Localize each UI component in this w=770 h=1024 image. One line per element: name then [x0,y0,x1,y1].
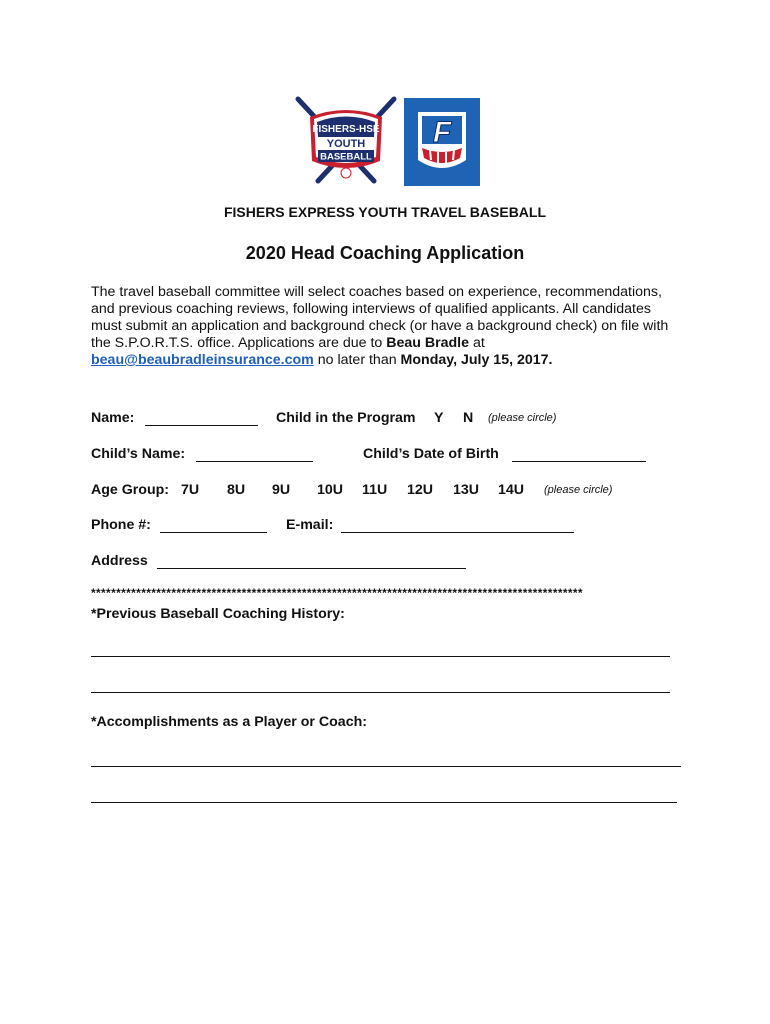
accomplishments-label: *Accomplishments as a Player or Coach: [91,714,367,730]
age-please-circle-note: (please circle) [544,484,613,496]
name-label: Name: [91,410,135,426]
logo-word-3: BASEBALL [320,151,372,163]
deadline-date: Monday, July 15, 2017. [400,352,553,368]
address-field[interactable] [157,568,466,569]
logo-word-2: YOUTH [326,138,366,150]
logo-word-1: FISHERS-HSE [312,124,380,135]
coaching-history-label: *Previous Baseball Coaching History: [91,606,345,622]
child-in-program-no[interactable]: N [463,410,474,426]
phone-label: Phone #: [91,517,151,533]
age-group-option[interactable]: 12U [407,482,434,498]
contact-name: Beau Bradle [386,335,470,351]
accomplishments-line-2[interactable] [91,802,677,803]
fishers-hse-youth-baseball-logo [292,95,400,187]
page-title: 2020 Head Coaching Application [245,243,525,263]
child-in-program-yes[interactable]: Y [434,410,444,426]
intro-at: at [469,335,485,351]
age-group-option[interactable]: 14U [498,482,525,498]
coaching-history-line-1[interactable] [91,656,670,657]
age-group-option[interactable]: 11U [362,482,388,498]
age-group-option[interactable]: 8U [227,482,246,498]
age-group-label: Age Group: [91,482,170,498]
childs-dob-field[interactable] [512,461,646,462]
child-in-program-label: Child in the Program [276,410,416,426]
age-group-option[interactable]: 13U [453,482,480,498]
contact-email-link[interactable]: beau@beaubradleinsurance.com [91,352,314,368]
logo-f-letter: F [432,116,452,149]
childs-dob-label: Child’s Date of Birth [363,446,499,462]
email-label: E-mail: [286,517,334,533]
age-group-option[interactable]: 9U [272,482,291,498]
name-field[interactable] [145,425,258,426]
intro-text: The travel baseball committee will select coaches based on experience, recommendations, and previous coaching reviews, following interviews of qualified applicants. All candidates must submit an application and background check (or have a background check) on file with the S.P.O.R.T.S. office. Applications are due to [91,284,669,351]
asterisk-divider: ************************************************************************************************** [91,586,583,600]
email-field[interactable] [341,532,574,533]
accomplishments-line-1[interactable] [91,766,681,767]
childs-name-field[interactable] [196,461,313,462]
organization-heading: FISHERS EXPRESS YOUTH TRAVEL BASEBALL [223,204,547,220]
intro-paragraph [91,284,683,369]
age-group-option[interactable]: 10U [317,482,344,498]
address-label: Address [91,553,148,569]
age-group-option[interactable]: 7U [181,482,200,498]
please-circle-note: (please circle) [488,412,557,424]
fishers-express-f-logo [404,98,480,186]
coaching-history-line-2[interactable] [91,692,670,693]
intro-deadline-text: no later than [313,352,401,368]
childs-name-label: Child’s Name: [91,446,186,462]
phone-field[interactable] [160,532,267,533]
